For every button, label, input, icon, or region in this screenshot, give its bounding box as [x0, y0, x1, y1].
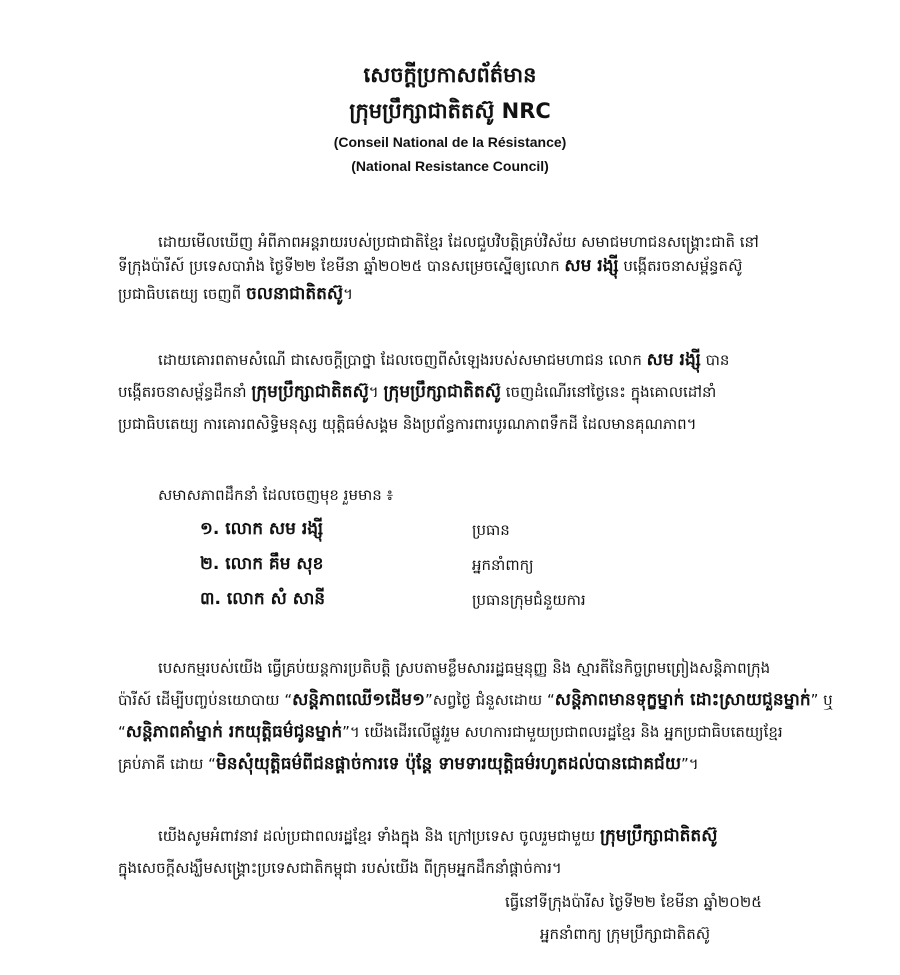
para2-line1-end: បាន — [705, 351, 730, 369]
para2-line2-text: បង្កើតរចនាសម្ព័ន្ធដឹកនាំ — [118, 383, 247, 401]
para2-line2-end: ចេញដំណើរនៅថ្ងៃនេះ ក្នុងគោលដៅនាំ — [505, 383, 717, 401]
council-name: ក្រុមប្រឹក្សាជាតិតស៊ូ — [383, 382, 501, 402]
para1-line1: ដោយមើលឃើញ អំពីភាពអន្តរាយរបស់ប្រជាជាតិខ្មែរ ដែលជួបវិបត្តិគ្រប់វិស័យ សមាជមហាជនសង្គ្រោះជាតិ នៅ — [158, 233, 759, 251]
para1-line3 — [118, 284, 353, 304]
para3-line4-end: ”។ — [681, 755, 699, 773]
para1-line3-text: ប្រជាធិបតេយ្យ ចេញពី — [118, 285, 242, 303]
para4-line1-text: យើងសូមអំពាវនាវ ដល់ប្រជាពលរដ្ឋខ្មែរ ទាំងក្នុង និង ក្រៅប្រទេស ចូលរួមជាមួយ — [158, 827, 596, 845]
movement-name: ចលនាជាតិតស៊ូ — [245, 284, 344, 304]
para2-period: ។ — [368, 383, 379, 401]
quoted-slogan: សន្តិភាពមានទុក្ខម្នាក់ ដោះស្រាយជួនម្នាក់ — [554, 690, 811, 710]
member-role: ប្រធានក្រុមជំនួយការ — [472, 591, 586, 609]
para3-line3-end: ”។ យើងដើរលើផ្លូវរួម សហការជាមួយប្រជាពលរដ្ឋខ្មែរ និង អ្នកប្រជាធិបតេយ្យខ្មែរ — [342, 723, 783, 741]
para2-line1-text: ដោយគោរពតាមសំណើ ជាសេចក្តីប្រាថ្នា ដែលចេញពីសំឡេងរបស់សមាជមហាជន លោក — [158, 351, 642, 369]
para3-line2-mid: ”សព្វថ្ងៃ ជំនួសដោយ “ — [424, 691, 555, 709]
quoted-slogan: មិនសុំយុត្តិធម៌ពីជនផ្តាច់ការទេ ប៉ុន្តែ ទាមទារយុត្តិធម៌រហូតដល់បានជោគជ័យ — [215, 754, 682, 774]
para3-line3-open: “ — [118, 723, 126, 741]
para3-line2-end: ” ឬ — [810, 691, 833, 709]
para1-line2 — [118, 256, 742, 276]
para2-line2 — [118, 382, 716, 402]
council-name: ក្រុមប្រឹក្សាជាតិតស៊ូ — [251, 382, 369, 402]
member-name: ១. លោក សម រង្ស៊ី — [200, 519, 324, 539]
para1-line2-text: ទីក្រុងប៉ារីស៍ ប្រទេសបារាំង ថ្ងៃទី២២ ខែមីនា ឆ្នាំ២០២៥ បានសម្រេចស្នើឲ្យលោក — [118, 257, 560, 275]
para3-line2 — [118, 690, 833, 710]
para3-line4 — [118, 754, 699, 774]
para2-line3: ប្រជាធិបតេយ្យ ការគោរពសិទ្ធិមនុស្ស យុត្តិធម៌សង្គម និងប្រព័ន្ធការពារបូរណភាពទឹកដី ដែលមានគុណភាព។ — [118, 415, 697, 433]
leader-name: សម រង្ស៊ី — [646, 350, 701, 370]
member-role: ប្រធាន — [472, 521, 510, 539]
members-intro: សមាសភាពដឹកនាំ ដែលចេញមុខ រួមមាន ៖ — [158, 486, 394, 504]
para3-line1: បេសកម្មរបស់យើង ធ្វើគ្រប់យន្តការប្រតិបត្តិ ស្របតាមខ្លឹមសាររដ្ឋធម្មនុញ្ញ និង ស្មារតីនៃកិច្ចព្រមព្រៀងសន្តិភាពក្រុង — [158, 659, 771, 677]
french-subtitle: (Conseil National de la Résistance) — [333, 134, 567, 150]
para4-line2: ក្នុងសេចក្តីសង្ឃឹមសង្គ្រោះប្រទេសជាតិកម្ពុជា របស់យើង ពីក្រុមអ្នកដឹកនាំផ្តាច់ការ។ — [118, 859, 562, 877]
document-title: សេចក្តីប្រកាសព័ត៌មាន — [363, 63, 537, 87]
quoted-slogan: សន្តិភាពឈើ១ដើម១ — [292, 690, 425, 710]
para3-line4-text: គ្រប់ភាគី ដោយ “ — [118, 755, 216, 773]
para1-line2-end: បង្កើតរចនាសម្ព័ន្ធតស៊ូ — [623, 257, 743, 275]
member-name: ៣. លោក សំ សានី — [200, 589, 326, 609]
signatory: អ្នកនាំពាក្យ ក្រុមប្រឹក្សាជាតិតស៊ូ — [540, 925, 711, 943]
organization-title: ក្រុមប្រឹក្សាជាតិតស៊ូ NRC — [349, 99, 551, 123]
para3-line2-text: ប៉ារីស៍ ដើម្បីបញ្ចប់នយោបាយ “ — [118, 691, 293, 709]
english-subtitle: (National Resistance Council) — [351, 158, 549, 174]
member-role: អ្នកនាំពាក្យ — [472, 556, 534, 574]
para1-line3-end: ។ — [343, 285, 353, 303]
place-and-date: ធ្វើនៅទីក្រុងប៉ារីស ថ្ងៃទី២២ ខែមីនា ឆ្នាំ២០២៥ — [505, 893, 762, 911]
quoted-slogan: សន្តិភាពគាំម្នាក់ រកយុត្តិធម៌ជូនម្នាក់ — [125, 722, 343, 742]
para4-line1 — [158, 826, 717, 846]
member-name: ២. លោក គឹម សុខ — [200, 554, 324, 574]
leader-name: សម រង្ស៊ី — [564, 256, 619, 276]
para3-line3 — [118, 722, 783, 742]
council-name: ក្រុមប្រឹក្សាជាតិតស៊ូ — [599, 826, 718, 846]
para2-line1 — [158, 350, 729, 370]
